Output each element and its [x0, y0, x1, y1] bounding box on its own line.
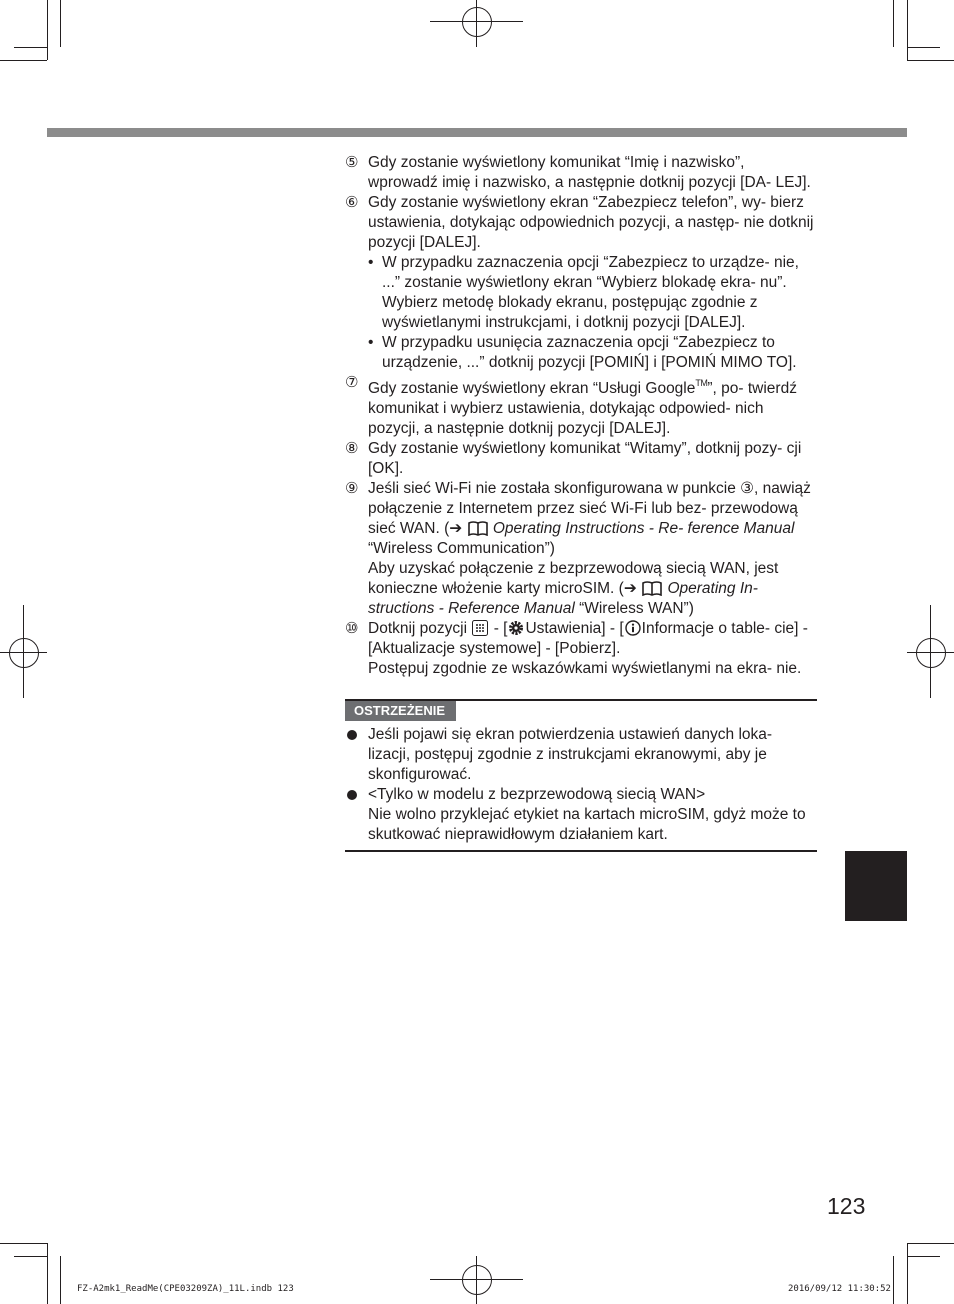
- crop-mark: [907, 47, 940, 48]
- bullet: •: [368, 254, 374, 271]
- reference-title: Operating Instructions - Re- ference Manual: [492, 520, 795, 537]
- step-9: [345, 479, 817, 619]
- warning-item: [345, 785, 817, 845]
- registration-mark: [9, 638, 39, 668]
- crop-mark: [60, 1256, 61, 1304]
- registration-mark: [462, 1265, 492, 1295]
- trademark: TM: [695, 378, 708, 388]
- page-number: 123: [827, 1193, 866, 1219]
- step-text: Jeśli sieć Wi-Fi nie została skonfigurowana w punkcie ③, nawiąż połączenie z Internetem przez sieć Wi-Fi lub bez- przewodową sieć WAN. (: [368, 480, 811, 537]
- crop-mark: [14, 1256, 47, 1257]
- step-text: Gdy zostanie wyświetlony komunikat “Witamy”, dotknij pozy- cji [OK].: [368, 440, 802, 477]
- crop-mark: [47, 1243, 48, 1304]
- crop-mark: [893, 1256, 894, 1304]
- sub-item-text: W przypadku zaznaczenia opcji “Zabezpiecz to urządze- nie, ...” zostanie wyświetlony ekran “Wybierz blokadę ekra- nu”. Wybierz metodę blokady ekranu, postępując zgodnie z wyświetlanymi instrukcjami, i dotknij pozycji [DALEJ].: [382, 254, 799, 331]
- sub-item-text: W przypadku usunięcia zaznaczenia opcji “Zabezpiecz to urządzenie, ...” dotknij pozycji [POMIŃ] i [POMIŃ MIMO TO].: [382, 334, 797, 371]
- crop-mark: [907, 1243, 954, 1244]
- step-number: ⑦: [345, 374, 359, 391]
- registration-mark: [916, 638, 946, 668]
- crop-mark: [907, 1243, 908, 1304]
- step-text: Gdy zostanie wyświetlony ekran “Zabezpiecz telefon”, wy- bierz ustawienia, dotykając odpowiednich pozycji, a następ- nie dotknij pozycji [DALEJ].: [368, 194, 814, 251]
- step-number: ⑤: [345, 154, 359, 171]
- step-text: Ustawienia] - [: [525, 620, 624, 637]
- book-icon: [642, 580, 662, 596]
- crop-mark: [907, 1256, 940, 1257]
- footer-datetime: 2016/09/12 11:30:52: [788, 1284, 891, 1294]
- arrow-icon: ➔: [623, 580, 637, 597]
- warning-item-text: <Tylko w modelu z bezprzewodową siecią WAN>: [368, 786, 706, 803]
- bullet: •: [368, 334, 374, 351]
- reference-title: Operating In- structions - Reference Manual: [368, 580, 758, 617]
- step-text: Dotknij pozycji: [368, 620, 468, 637]
- crop-mark: [893, 0, 894, 47]
- footer-file: FZ-A2mk1_ReadMe(CPE03209ZA)_11L.indb 123: [77, 1284, 294, 1294]
- book-icon: [468, 520, 488, 536]
- crop-mark: [0, 60, 47, 61]
- step-text: Postępuj zgodnie ze wskazówkami wyświetlanymi na ekra- nie.: [368, 660, 802, 677]
- crop-mark: [907, 60, 954, 61]
- registration-mark: [462, 7, 492, 37]
- sub-item: [368, 333, 817, 373]
- arrow-icon: ➔: [449, 520, 463, 537]
- warning-item: [345, 725, 817, 785]
- bullet: [347, 790, 357, 800]
- crop-mark: [907, 0, 908, 60]
- warning-item-text: Nie wolno przyklejać etykiet na kartach microSIM, gdyż może to skutkować nieprawidłowym działaniem kart.: [368, 806, 806, 843]
- step-10: [345, 619, 817, 679]
- step-text: Aby uzyskać połączenie z bezprzewodową siecią WAN, jest konieczne włożenie karty microSIM. (: [368, 560, 779, 597]
- section-tab: [845, 851, 907, 921]
- warning-box: [345, 699, 817, 852]
- step-text: Gdy zostanie wyświetlony ekran “Usługi Google: [368, 380, 696, 397]
- step-7: [345, 373, 817, 439]
- step-text: ”, po- twierdź komunikat i wybierz ustawienia, dotykając odpowied- nich pozycji, a następnie dotknij pozycji [DALEJ].: [368, 380, 797, 437]
- crop-mark: [0, 1243, 47, 1244]
- step-text: - [: [493, 620, 508, 637]
- step-number: ⑩: [345, 620, 359, 637]
- crop-mark: [47, 0, 48, 60]
- warning-item-text: Jeśli pojawi się ekran potwierdzenia ustawień danych loka- lizacji, postępuj zgodnie z instrukcjami ekranowymi, aby je skonfigurować.: [368, 726, 773, 783]
- crop-mark: [14, 47, 47, 48]
- step-number: ⑧: [345, 440, 359, 457]
- step-8: [345, 439, 817, 479]
- header-bar: [47, 128, 907, 137]
- step-5: [345, 153, 817, 193]
- step-text: “Wireless Communication”): [368, 540, 555, 557]
- step-number: ⑥: [345, 194, 359, 211]
- step-number: ⑨: [345, 480, 359, 497]
- sub-item: [368, 253, 817, 333]
- step-6: [345, 193, 817, 373]
- step-text: Informacje o table- cie] - [Aktualizacje systemowe] - [Pobierz].: [368, 620, 808, 657]
- info-icon: [625, 620, 641, 636]
- crop-mark: [60, 0, 61, 47]
- step-text: Gdy zostanie wyświetlony komunikat “Imię i nazwisko”, wprowadź imię i nazwisko, a następnie dotknij pozycji [DA- LEJ].: [368, 154, 811, 191]
- apps-icon: [472, 620, 488, 636]
- instructions: [345, 153, 817, 852]
- settings-icon: [508, 620, 524, 636]
- warning-title: OSTRZEŻENIE: [345, 701, 456, 721]
- bullet: [347, 730, 357, 740]
- step-text: “Wireless WAN”): [574, 600, 694, 617]
